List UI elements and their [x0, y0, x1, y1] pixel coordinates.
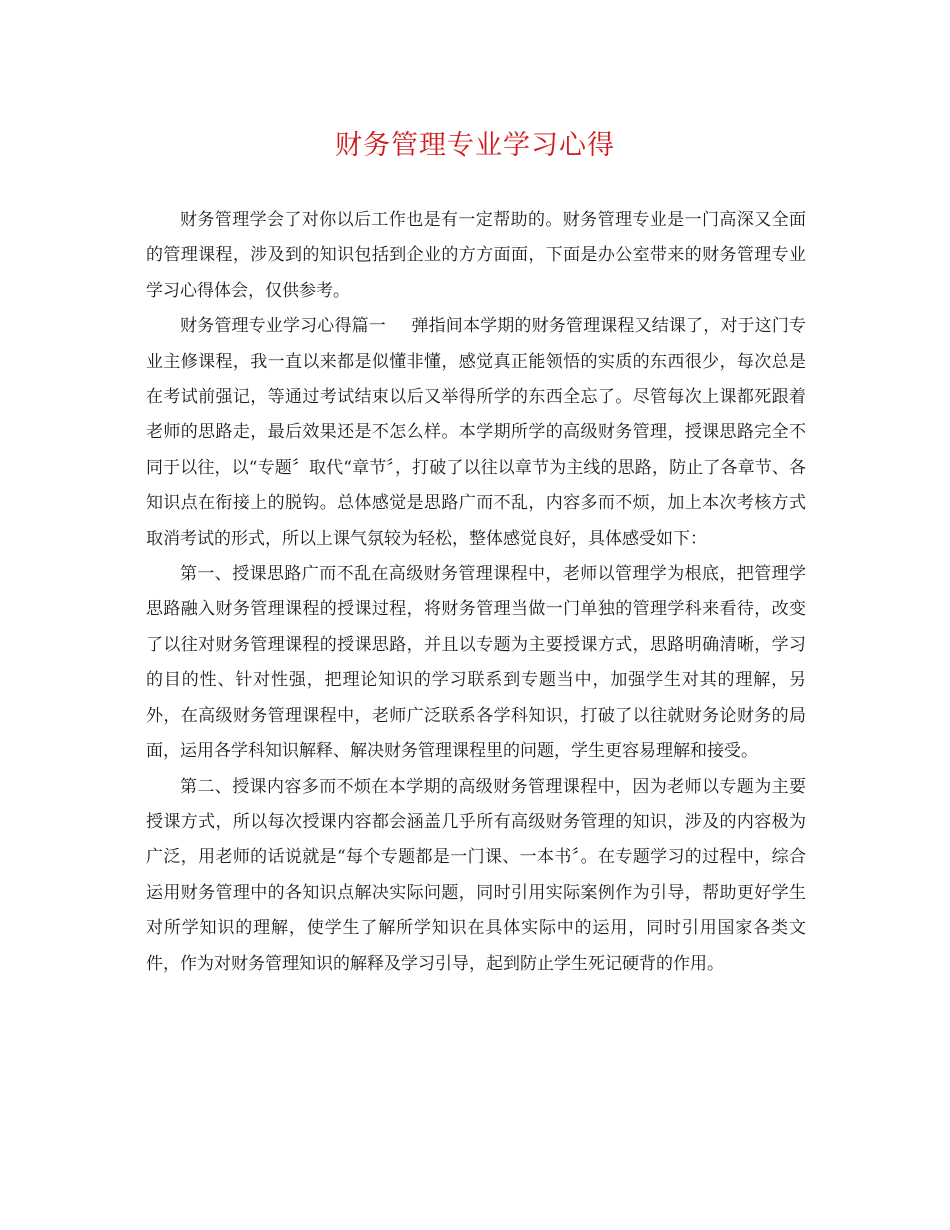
document-title: 财务管理专业学习心得 [335, 130, 615, 161]
section-one-text: 弹指间本学期的财务管理课程又结课了，对于这门专业主修课程，我一直以来都是似懂非懂，感觉真正能领悟的实质的东西很少，每次总是在考试前强记，等通过考试结束以后又举得所学的东西全忘了。尽管每次上课都死跟着老师的思路走，最后效果还是不怎么样。本学期所学的高级财务管理，授课思路完全不同于以往，以“专题〞取代“章节〞，打破了以往以章节为主线的思路，防止了各章节、各知识点在衔接上的脱钩。总体感觉是思路广而不乱，内容多而不烦，加上本次考核方式取消考试的形式，所以上课气氛较为轻松，整体感觉良好，具体感受如下： [146, 316, 807, 549]
section-heading: 财务管理专业学习心得篇一 [180, 316, 386, 337]
point-two-paragraph: 第二、授课内容多而不烦在本学期的高级财务管理课程中，因为老师以专题为主要授课方式，所以每次授课内容都会涵盖几乎所有高级财务管理的知识，涉及的内容极为广泛，用老师的话说就是“每个专题都是一门课、一本书〞。在专题学习的过程中，综合运用财务管理中的各知识点解决实际问题，同时引用实际案例作为引导，帮助更好学生对所学知识的理解，使学生了解所学知识在具体实际中的运用，同时引用国家各类文件，作为对财务管理知识的解释及学习引导，起到防止学生死记硬背的作用。 [146, 776, 806, 974]
document-body [146, 203, 806, 982]
intro-paragraph: 财务管理学会了对你以后工作也是有一定帮助的。财务管理专业是一门高深又全面的管理课程，涉及到的知识包括到企业的方方面面，下面是办公室带来的财务管理专业学习心得体会，仅供参考。 [146, 210, 806, 301]
point-one-paragraph: 第一、授课思路广而不乱在高级财务管理课程中，老师以管理学为根底，把管理学思路融入财务管理课程的授课过程，将财务管理当做一门单独的管理学科来看待，改变了以往对财务管理课程的授课思路，并且以专题为主要授课方式，思路明确清晰，学习的目的性、针对性强，把理论知识的学习联系到专题当中，加强学生对其的理解，另外，在高级财务管理课程中，老师广泛联系各学科知识，打破了以往就财务论财务的局面，运用各学科知识解释、解决财务管理课程里的问题，学生更容易理解和接受。 [146, 564, 806, 762]
section-one-paragraph [146, 309, 806, 557]
